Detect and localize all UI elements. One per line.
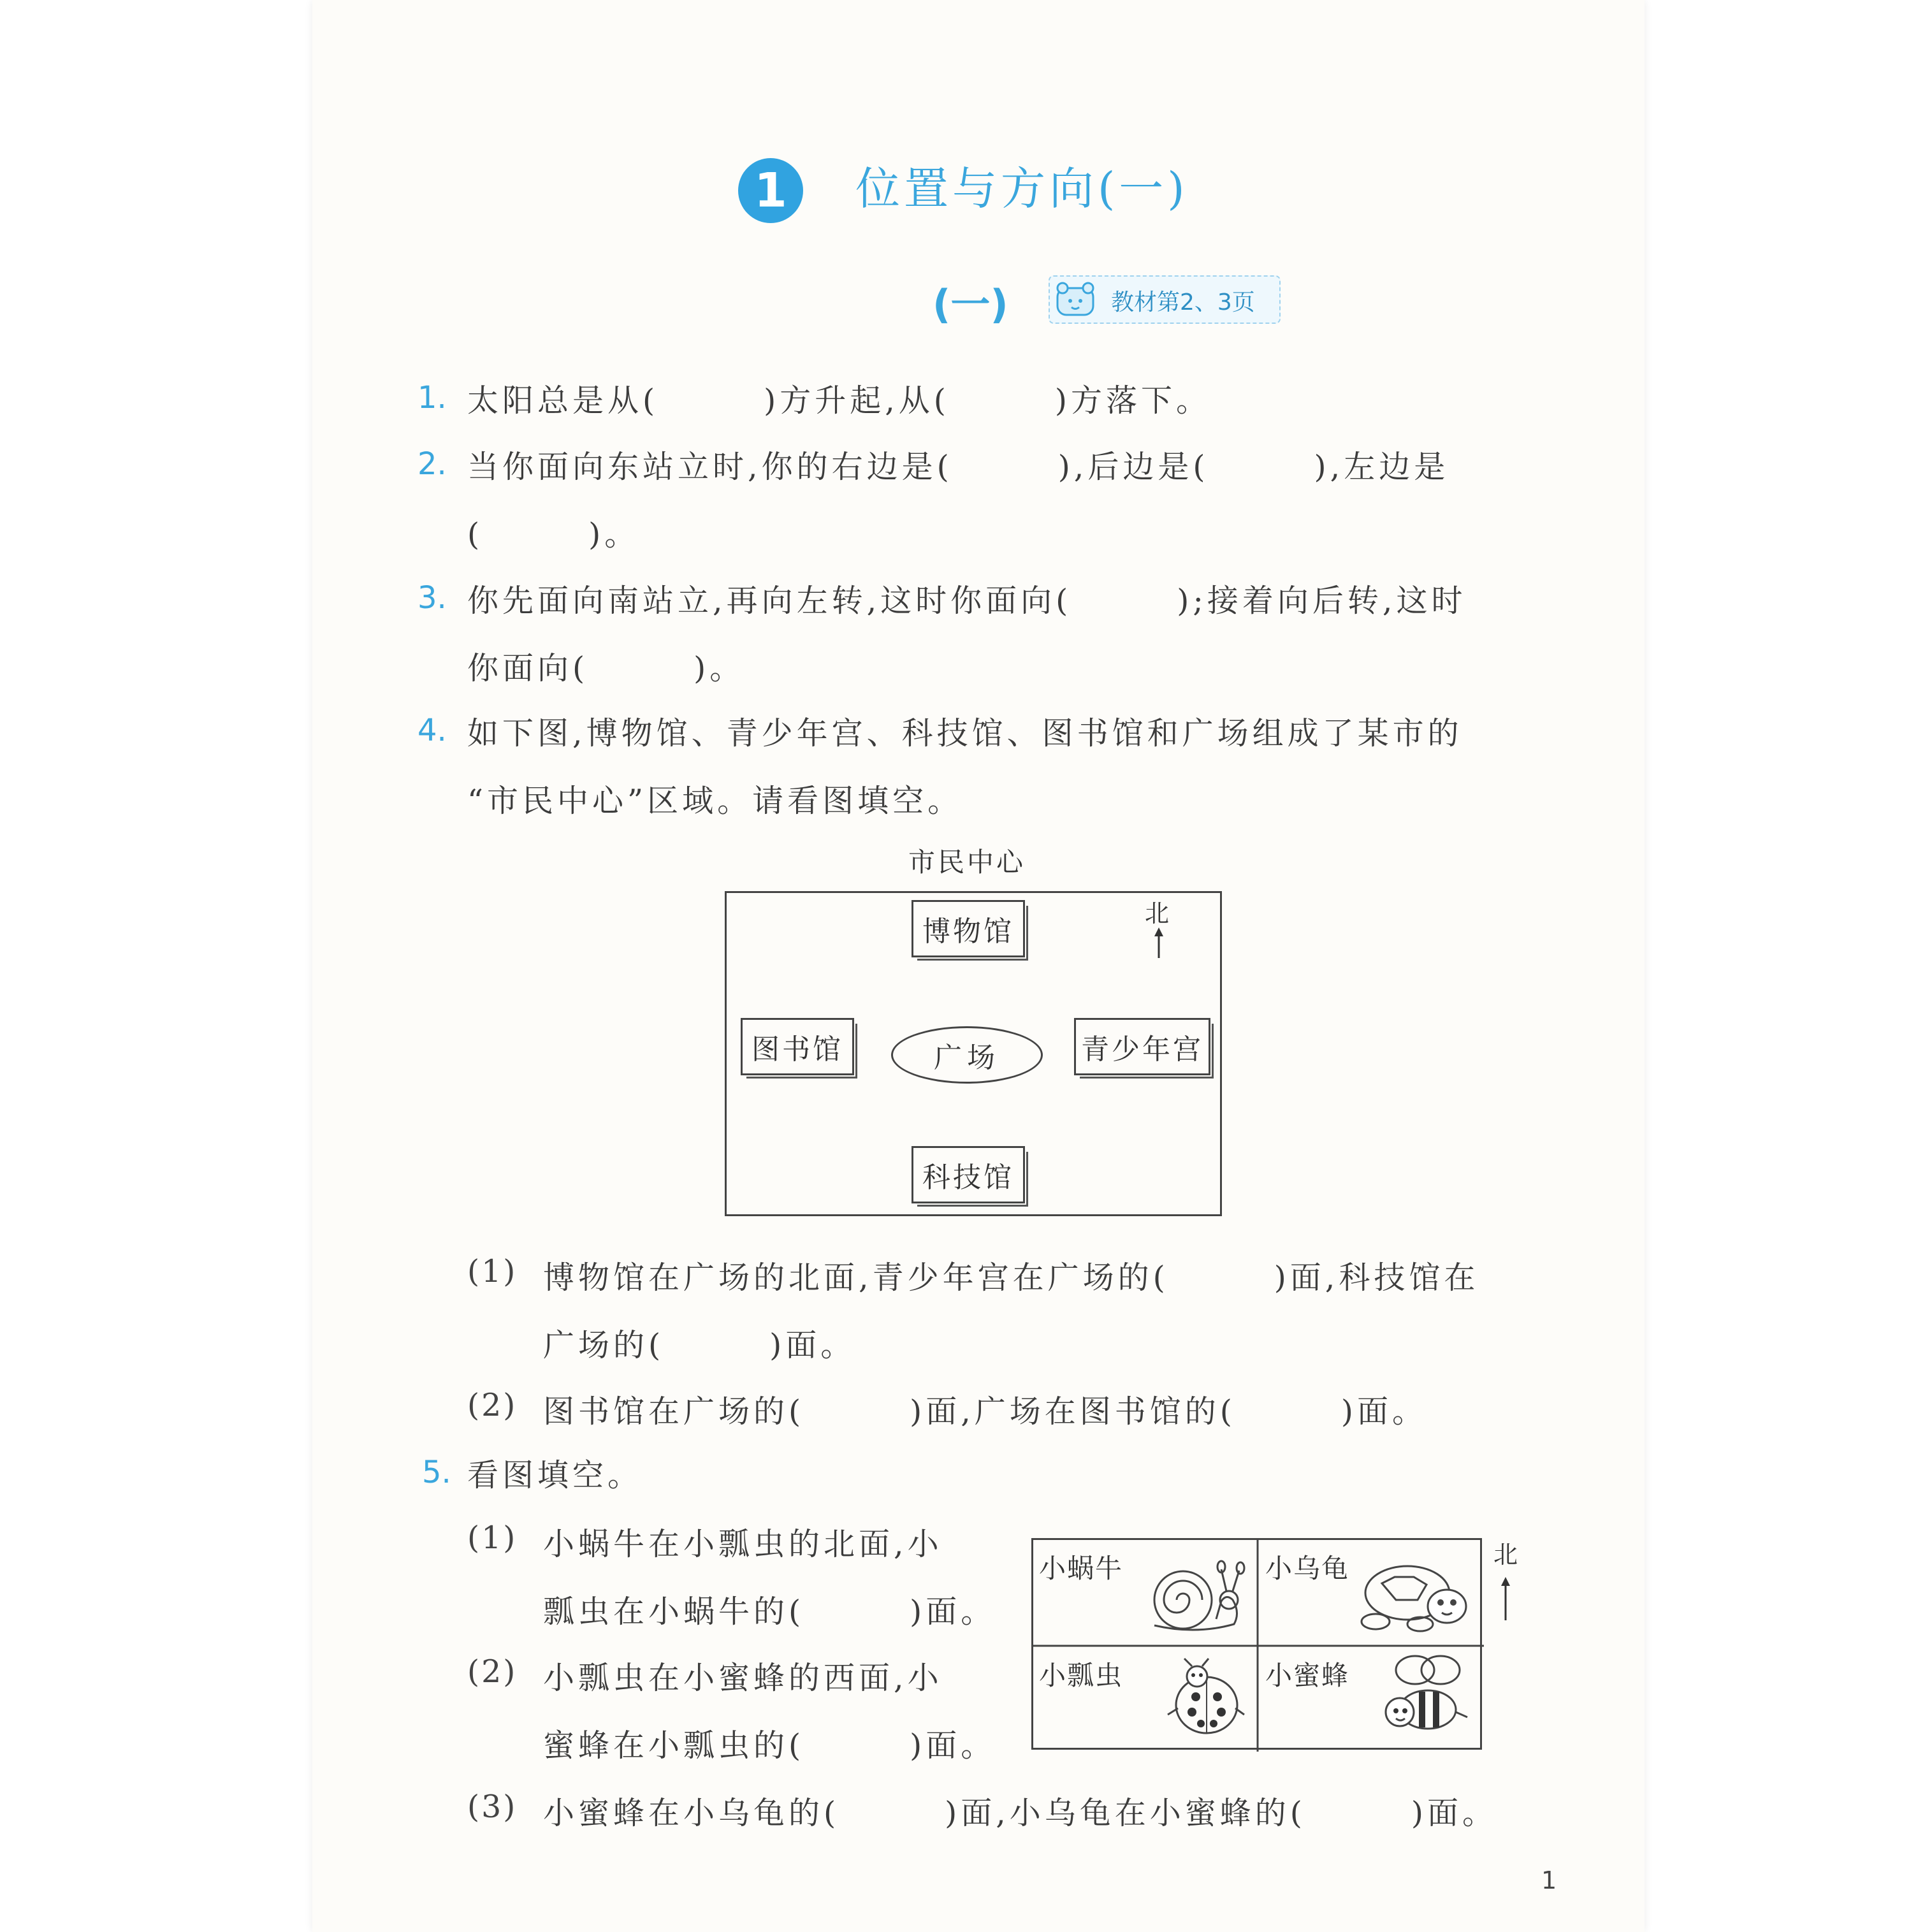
sub-question-number: (1) xyxy=(467,1520,518,1556)
question-number: 2. xyxy=(418,446,447,482)
question-4-1-line1: 博物馆在广场的北面,青少年宫在广场的( )面,科技馆在 xyxy=(543,1260,1479,1296)
youth-palace-box: 青少年宫 xyxy=(1074,1018,1210,1075)
question-3-text-line1: 你先面向南站立,再向左转,这时你面向( );接着向后转,这时 xyxy=(467,583,1467,619)
question-number: 1. xyxy=(418,380,447,416)
chapter-title: 位置与方向(一) xyxy=(855,163,1189,215)
map-title: 市民中心 xyxy=(908,846,1026,878)
ladybug-icon xyxy=(1159,1657,1248,1740)
museum-box: 博物馆 xyxy=(912,900,1025,957)
question-4-1-line2: 广场的( )面。 xyxy=(543,1327,856,1363)
question-4-2-line1: 图书馆在广场的( )面,广场在图书馆的( )面。 xyxy=(543,1393,1428,1430)
bee-icon xyxy=(1377,1651,1472,1740)
north-label: 北 xyxy=(1145,899,1170,927)
turtle-icon xyxy=(1356,1558,1471,1634)
page-number: 1 xyxy=(1541,1866,1557,1894)
bee-label: 小蜜蜂 xyxy=(1265,1660,1350,1691)
sub-question-number: (1) xyxy=(467,1253,518,1289)
north-label: 北 xyxy=(1493,1541,1518,1569)
question-2-text-line2: ( )。 xyxy=(467,516,640,553)
square-ellipse: 广场 xyxy=(891,1026,1043,1084)
question-4-text-line1: 如下图,博物馆、青少年宫、科技馆、图书馆和广场组成了某市的 xyxy=(467,715,1463,752)
question-5-2-line1: 小瓢虫在小蜜蜂的西面,小 xyxy=(543,1660,943,1696)
question-number: 3. xyxy=(418,580,447,616)
book-mascot-icon xyxy=(1054,280,1098,319)
question-5-2-line2: 蜜蜂在小瓢虫的( )面。 xyxy=(543,1727,996,1764)
question-5-text: 看图填空。 xyxy=(467,1457,643,1493)
question-number: 5. xyxy=(422,1455,451,1490)
question-5-3-line1: 小蜜蜂在小乌龟的( )面,小乌龟在小蜜蜂的( )面。 xyxy=(543,1795,1498,1831)
question-5-1-line1: 小蜗牛在小瓢虫的北面,小 xyxy=(543,1526,943,1562)
snail-label: 小蜗牛 xyxy=(1039,1553,1124,1584)
sub-question-number: (3) xyxy=(467,1789,518,1825)
question-1-text: 太阳总是从( )方升起,从( )方落下。 xyxy=(467,382,1212,419)
chapter-number-badge: 1 xyxy=(738,158,803,223)
question-2-text-line1: 当你面向东站立时,你的右边是( ),后边是( ),左边是 xyxy=(467,449,1449,485)
ladybug-label: 小瓢虫 xyxy=(1039,1660,1124,1691)
snail-icon xyxy=(1145,1555,1247,1638)
question-3-text-line2: 你面向( )。 xyxy=(467,650,745,686)
question-number: 4. xyxy=(418,713,447,748)
north-arrow-icon xyxy=(1151,927,1166,959)
sub-question-number: (2) xyxy=(467,1653,518,1690)
sub-question-number: (2) xyxy=(467,1387,518,1423)
library-box: 图书馆 xyxy=(741,1018,854,1075)
textbook-reference-tag xyxy=(1049,275,1281,324)
north-arrow-icon xyxy=(1498,1577,1513,1622)
science-museum-box: 科技馆 xyxy=(912,1146,1025,1203)
textbook-reference: 教材第2、3页 xyxy=(1111,289,1255,316)
turtle-label: 小乌龟 xyxy=(1265,1553,1350,1584)
section-title: (一) xyxy=(933,281,1008,328)
question-5-1-line2: 瓢虫在小蜗牛的( )面。 xyxy=(543,1594,996,1630)
question-4-text-line2: “市民中心”区域。请看图填空。 xyxy=(467,783,963,819)
